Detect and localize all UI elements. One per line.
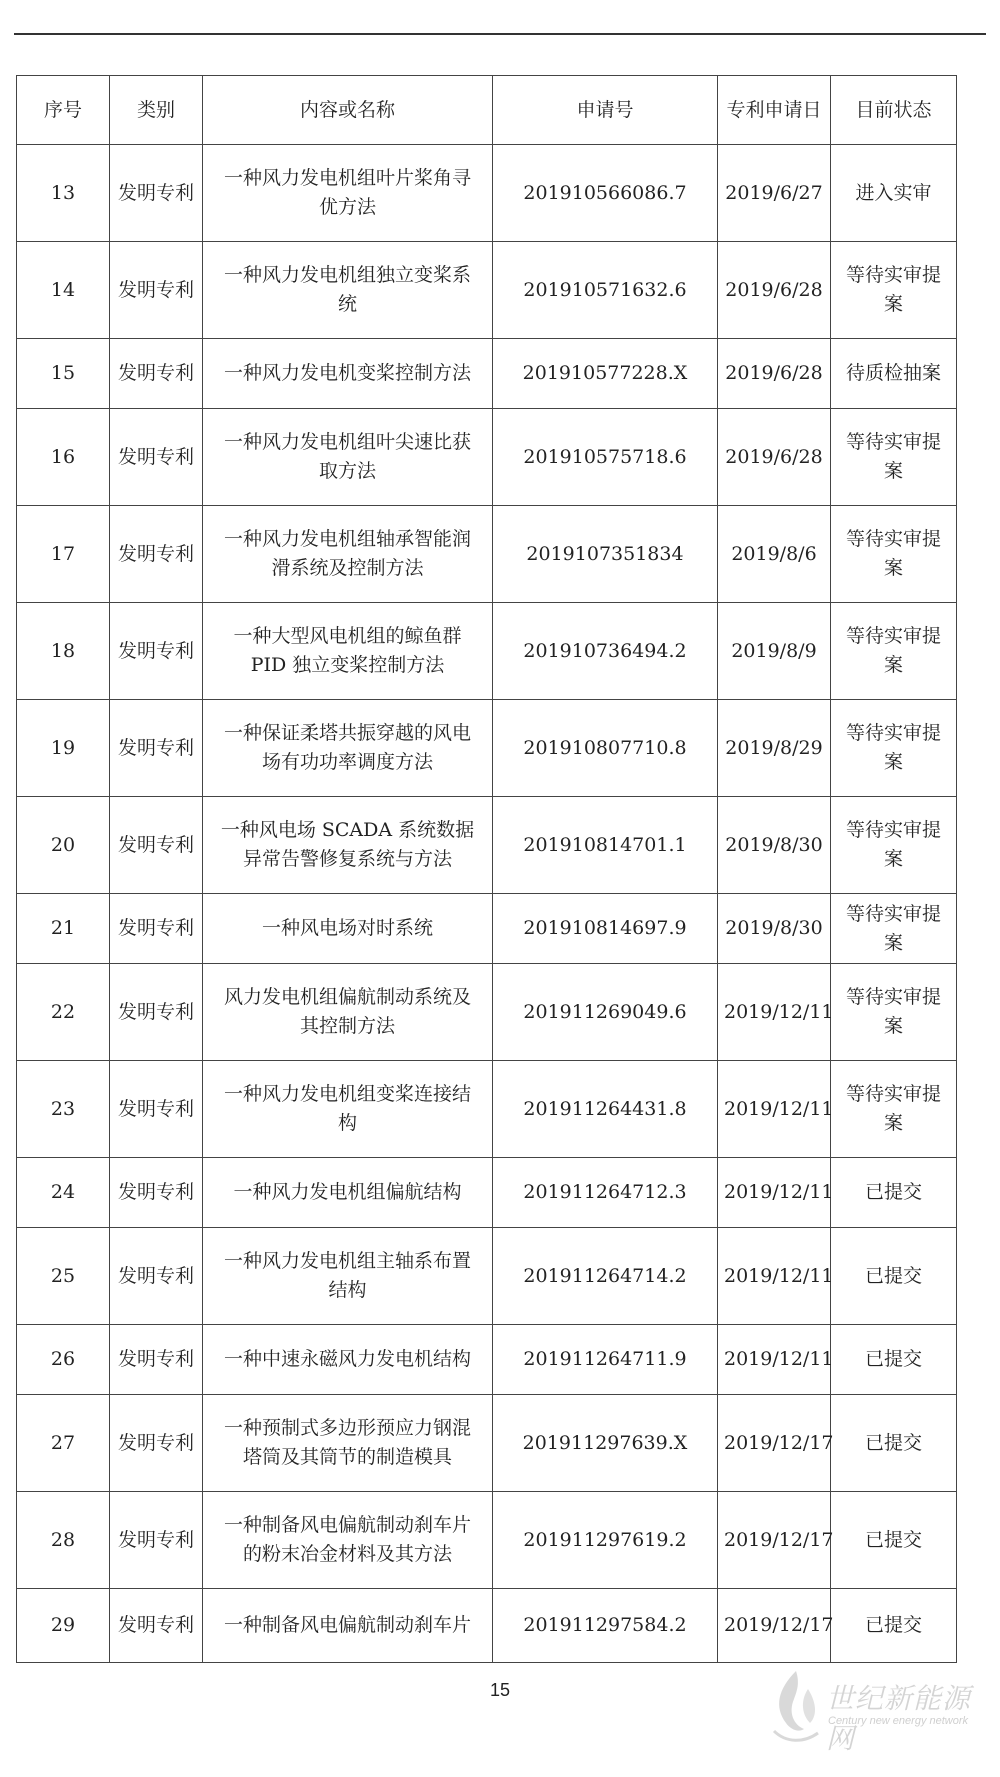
cell-type: 发明专利 xyxy=(110,1395,203,1492)
header-app-no: 申请号 xyxy=(493,76,718,145)
name-line: 一种大型风电机组的鲸鱼群 xyxy=(233,625,462,647)
name-line: 一种风力发电机组变桨连接结 xyxy=(223,1083,471,1105)
table-row xyxy=(17,506,957,603)
cell-date: 2019/8/29 xyxy=(718,700,831,797)
cell-name xyxy=(203,894,493,964)
cell-name xyxy=(203,409,493,506)
name-line: 统 xyxy=(337,293,357,315)
cell-type: 发明专利 xyxy=(110,894,203,964)
name-line: 滑系统及控制方法 xyxy=(271,557,424,579)
table-header-row xyxy=(17,76,957,145)
cell-type: 发明专利 xyxy=(110,964,203,1061)
cell-no: 13 xyxy=(17,145,110,242)
cell-name xyxy=(203,1061,493,1158)
cell-name xyxy=(203,1325,493,1395)
name-line: PID 独立变桨控制方法 xyxy=(250,654,445,676)
cell-status: 已提交 xyxy=(831,1492,957,1589)
cell-type: 发明专利 xyxy=(110,339,203,409)
cell-no: 20 xyxy=(17,797,110,894)
name-line: 一种风力发电机组偏航结构 xyxy=(233,1181,462,1203)
cell-no: 16 xyxy=(17,409,110,506)
cell-no: 29 xyxy=(17,1589,110,1663)
patent-table xyxy=(16,75,957,1663)
cell-name xyxy=(203,1395,493,1492)
cell-type: 发明专利 xyxy=(110,700,203,797)
cell-no: 28 xyxy=(17,1492,110,1589)
table-row xyxy=(17,964,957,1061)
cell-name xyxy=(203,1589,493,1663)
cell-status: 等待实审提案 xyxy=(831,1061,957,1158)
table-row xyxy=(17,1589,957,1663)
cell-no: 21 xyxy=(17,894,110,964)
header-date: 专利申请日 xyxy=(718,76,831,145)
cell-app-no: 201911297639.X xyxy=(493,1395,718,1492)
watermark-text-cn: 世纪新能源网 xyxy=(826,1682,972,1755)
name-line: 一种风电场 SCADA 系统数据 xyxy=(220,819,475,841)
table-row xyxy=(17,145,957,242)
cell-status: 等待实审提案 xyxy=(831,506,957,603)
cell-type: 发明专利 xyxy=(110,145,203,242)
cell-status: 等待实审提案 xyxy=(831,964,957,1061)
cell-name xyxy=(203,964,493,1061)
cell-name xyxy=(203,1492,493,1589)
cell-status: 已提交 xyxy=(831,1158,957,1228)
cell-date: 2019/12/11 xyxy=(718,1158,831,1228)
cell-name xyxy=(203,1228,493,1325)
name-line: 一种风力发电机组主轴系布置 xyxy=(223,1250,471,1272)
cell-app-no: 201910814701.1 xyxy=(493,797,718,894)
cell-no: 18 xyxy=(17,603,110,700)
page-number: 15 xyxy=(489,1680,511,1700)
cell-type: 发明专利 xyxy=(110,1228,203,1325)
cell-type: 发明专利 xyxy=(110,603,203,700)
cell-type: 发明专利 xyxy=(110,797,203,894)
cell-status: 已提交 xyxy=(831,1589,957,1663)
table-row xyxy=(17,1395,957,1492)
cell-type: 发明专利 xyxy=(110,409,203,506)
cell-date: 2019/12/17 xyxy=(718,1492,831,1589)
cell-app-no: 201911264714.2 xyxy=(493,1228,718,1325)
table-row xyxy=(17,1061,957,1158)
name-line: 场有功功率调度方法 xyxy=(261,751,433,773)
cell-no: 17 xyxy=(17,506,110,603)
header-status: 目前状态 xyxy=(831,76,957,145)
cell-status: 等待实审提案 xyxy=(831,603,957,700)
cell-app-no: 201911297584.2 xyxy=(493,1589,718,1663)
table-row xyxy=(17,1325,957,1395)
cell-app-no: 201910571632.6 xyxy=(493,242,718,339)
cell-name xyxy=(203,1158,493,1228)
name-line: 一种制备风电偏航制动刹车片 xyxy=(223,1514,471,1536)
table-row xyxy=(17,797,957,894)
cell-date: 2019/8/30 xyxy=(718,894,831,964)
cell-status: 已提交 xyxy=(831,1228,957,1325)
cell-app-no: 201911297619.2 xyxy=(493,1492,718,1589)
cell-status: 等待实审提案 xyxy=(831,894,957,964)
name-line: 一种风力发电机组独立变桨系 xyxy=(223,264,471,286)
header-name: 内容或名称 xyxy=(203,76,493,145)
name-line: 一种保证柔塔共振穿越的风电 xyxy=(223,722,471,744)
name-line: 取方法 xyxy=(318,460,376,482)
cell-app-no: 201910736494.2 xyxy=(493,603,718,700)
cell-status: 待质检抽案 xyxy=(831,339,957,409)
name-line: 一种风力发电机组叶片桨角寻 xyxy=(223,167,471,189)
cell-type: 发明专利 xyxy=(110,1492,203,1589)
cell-date: 2019/8/9 xyxy=(718,603,831,700)
cell-date: 2019/8/6 xyxy=(718,506,831,603)
name-line: 一种风力发电机组叶尖速比获 xyxy=(223,431,471,453)
name-line: 构 xyxy=(337,1112,357,1134)
cell-name xyxy=(203,700,493,797)
cell-app-no: 201910577228.X xyxy=(493,339,718,409)
cell-status: 等待实审提案 xyxy=(831,409,957,506)
name-line: 风力发电机组偏航制动系统及 xyxy=(223,986,471,1008)
cell-type: 发明专利 xyxy=(110,242,203,339)
table-row xyxy=(17,700,957,797)
cell-date: 2019/6/27 xyxy=(718,145,831,242)
cell-no: 24 xyxy=(17,1158,110,1228)
name-line: 异常告警修复系统与方法 xyxy=(242,848,452,870)
top-rule xyxy=(14,33,986,35)
cell-app-no: 201910807710.8 xyxy=(493,700,718,797)
table-row xyxy=(17,409,957,506)
cell-no: 26 xyxy=(17,1325,110,1395)
watermark-text-en: Century new energy network xyxy=(828,1715,969,1727)
cell-status: 等待实审提案 xyxy=(831,797,957,894)
name-line: 塔筒及其筒节的制造模具 xyxy=(242,1446,452,1468)
cell-app-no: 201910566086.7 xyxy=(493,145,718,242)
table-row xyxy=(17,242,957,339)
cell-name xyxy=(203,797,493,894)
cell-status: 等待实审提案 xyxy=(831,700,957,797)
name-line: 一种风力发电机组轴承智能润 xyxy=(223,528,471,550)
cell-name xyxy=(203,145,493,242)
flame-logo-icon xyxy=(764,1667,824,1747)
header-no: 序号 xyxy=(17,76,110,145)
cell-date: 2019/6/28 xyxy=(718,409,831,506)
cell-date: 2019/12/11 xyxy=(718,1325,831,1395)
cell-type: 发明专利 xyxy=(110,1061,203,1158)
name-line: 优方法 xyxy=(318,196,376,218)
cell-status: 等待实审提案 xyxy=(831,242,957,339)
table-row xyxy=(17,339,957,409)
cell-app-no: 201911264712.3 xyxy=(493,1158,718,1228)
cell-type: 发明专利 xyxy=(110,1325,203,1395)
watermark xyxy=(764,1667,974,1755)
cell-type: 发明专利 xyxy=(110,1158,203,1228)
cell-status: 进入实审 xyxy=(831,145,957,242)
cell-name xyxy=(203,339,493,409)
table-body xyxy=(17,145,957,1663)
name-line: 其控制方法 xyxy=(299,1015,395,1037)
table-row xyxy=(17,894,957,964)
name-line: 一种风电场对时系统 xyxy=(261,917,433,939)
cell-no: 22 xyxy=(17,964,110,1061)
header-type: 类别 xyxy=(110,76,203,145)
table-row xyxy=(17,1492,957,1589)
table-row xyxy=(17,603,957,700)
cell-date: 2019/12/17 xyxy=(718,1395,831,1492)
name-line: 一种制备风电偏航制动刹车片 xyxy=(223,1614,471,1636)
cell-type: 发明专利 xyxy=(110,1589,203,1663)
cell-status: 已提交 xyxy=(831,1325,957,1395)
cell-date: 2019/6/28 xyxy=(718,242,831,339)
cell-date: 2019/8/30 xyxy=(718,797,831,894)
cell-date: 2019/6/28 xyxy=(718,339,831,409)
cell-no: 15 xyxy=(17,339,110,409)
name-line: 一种风力发电机变桨控制方法 xyxy=(223,362,471,384)
cell-app-no: 2019107351834 xyxy=(493,506,718,603)
cell-app-no: 201911264711.9 xyxy=(493,1325,718,1395)
cell-no: 23 xyxy=(17,1061,110,1158)
cell-no: 27 xyxy=(17,1395,110,1492)
table-row xyxy=(17,1228,957,1325)
name-line: 的粉末冶金材料及其方法 xyxy=(242,1543,452,1565)
cell-type: 发明专利 xyxy=(110,506,203,603)
cell-app-no: 201911269049.6 xyxy=(493,964,718,1061)
name-line: 一种预制式多边形预应力钢混 xyxy=(223,1417,471,1439)
cell-date: 2019/12/11 xyxy=(718,964,831,1061)
cell-date: 2019/12/17 xyxy=(718,1589,831,1663)
name-line: 结构 xyxy=(328,1279,367,1301)
cell-app-no: 201910814697.9 xyxy=(493,894,718,964)
cell-date: 2019/12/11 xyxy=(718,1061,831,1158)
cell-name xyxy=(203,603,493,700)
name-line: 一种中速永磁风力发电机结构 xyxy=(223,1348,471,1370)
cell-name xyxy=(203,242,493,339)
table-row xyxy=(17,1158,957,1228)
cell-app-no: 201910575718.6 xyxy=(493,409,718,506)
cell-no: 25 xyxy=(17,1228,110,1325)
cell-no: 19 xyxy=(17,700,110,797)
cell-status: 已提交 xyxy=(831,1395,957,1492)
cell-no: 14 xyxy=(17,242,110,339)
cell-name xyxy=(203,506,493,603)
cell-app-no: 201911264431.8 xyxy=(493,1061,718,1158)
cell-date: 2019/12/11 xyxy=(718,1228,831,1325)
